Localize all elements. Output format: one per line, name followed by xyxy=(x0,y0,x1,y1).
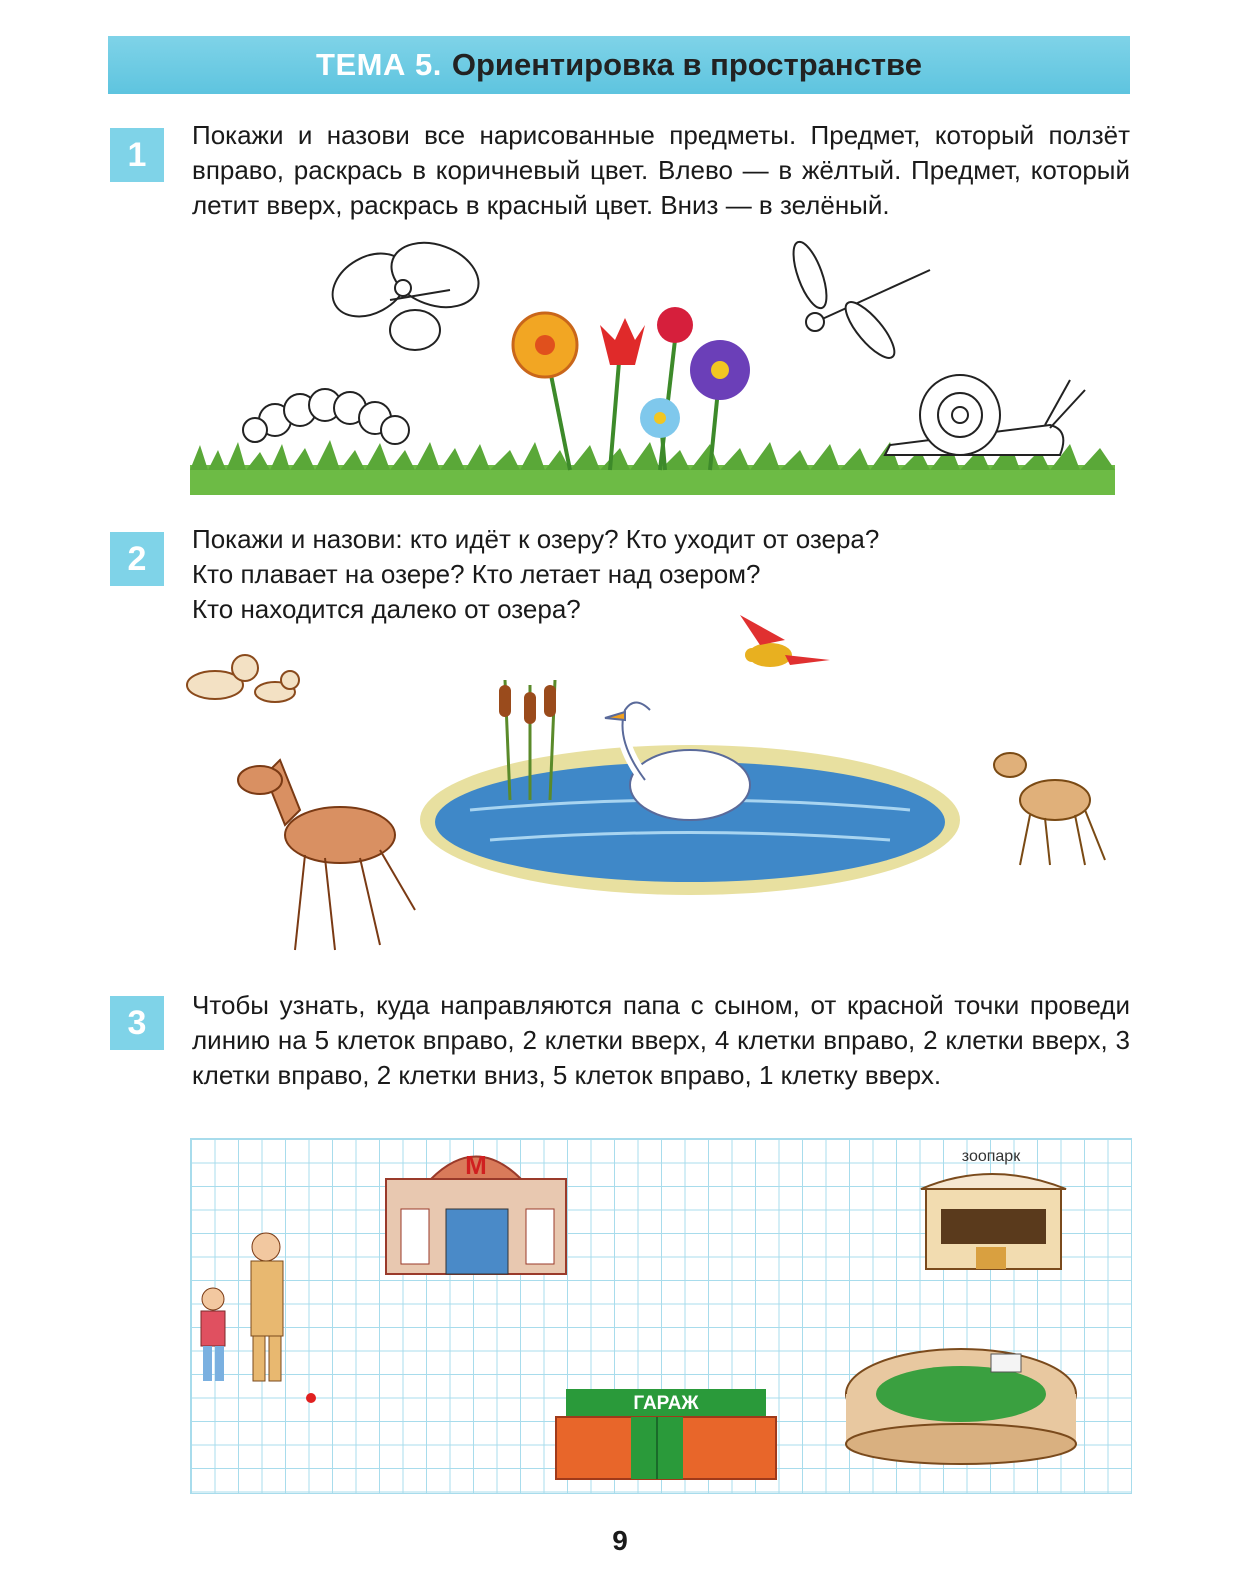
bird-drawing xyxy=(740,615,830,667)
task2-line: Покажи и назови: кто идёт к озеру? Кто уходит от озера? xyxy=(192,524,880,554)
dragonfly-drawing xyxy=(787,238,930,365)
flowers-drawing xyxy=(513,307,750,470)
task1-illustration xyxy=(190,230,1115,500)
zoo-sign: зоопарк xyxy=(961,1148,1021,1165)
task2-line: Кто плавает на озере? Кто летает над озером? xyxy=(192,559,761,589)
topic-label: ТЕМА 5. xyxy=(316,47,442,82)
page-number: 9 xyxy=(612,1525,628,1556)
butterfly-drawing xyxy=(321,231,487,350)
caterpillar-drawing xyxy=(243,389,409,444)
fawn-drawing xyxy=(994,753,1105,865)
task1-text: Покажи и назови все нарисованные предметы. Предмет, который ползёт вправо, раскрась в коричневый цвет. Влево — в жёлтый. Предмет, который летит вверх, раскрась в красный цвет. Вниз — в зелёный. xyxy=(192,120,1130,220)
dogs-drawing xyxy=(187,655,299,702)
squared-grid xyxy=(190,1138,1132,1494)
task-number-1: 1 xyxy=(110,128,164,182)
task-number-3: 3 xyxy=(110,996,164,1050)
start-red-dot xyxy=(306,1393,316,1403)
snail-drawing xyxy=(885,375,1085,455)
task2-illustration xyxy=(170,600,1130,970)
foal-drawing xyxy=(238,760,415,950)
metro-sign: М xyxy=(465,1150,487,1180)
topic-header xyxy=(108,36,1130,94)
stadium-building xyxy=(846,1349,1076,1464)
task2-line: Кто находится далеко от озера? xyxy=(192,594,581,624)
task-number-2: 2 xyxy=(110,532,164,586)
garage-sign: ГАРАЖ xyxy=(633,1393,699,1414)
zoo-building xyxy=(921,1174,1066,1269)
topic-title: Ориентировка в пространстве xyxy=(451,47,922,82)
grid-illustrations xyxy=(191,1139,1131,1493)
father-and-son xyxy=(201,1233,283,1381)
task3-text: Чтобы узнать, куда направляются папа с сыном, от красной точки проведи линию на 5 клеток вправо, 2 клетки вверх, 4 клетки вправо, 2 клетки вверх, 3 клетки вправо, 2 клетки вниз, 5 клеток вправо, 1 клетку вверх. xyxy=(192,990,1130,1090)
